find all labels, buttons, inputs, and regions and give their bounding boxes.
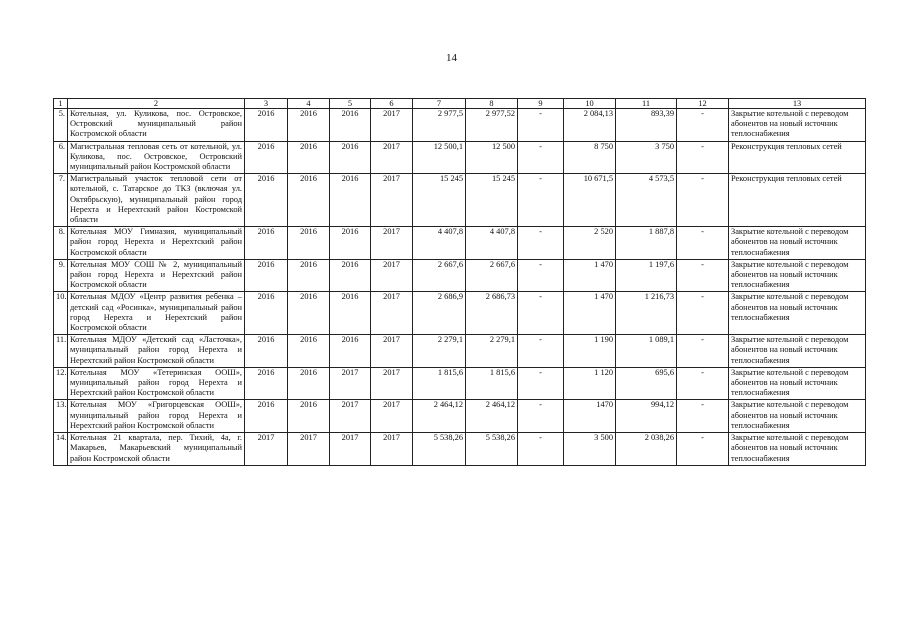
value-cell-9: - <box>518 367 564 400</box>
value-cell-10: 8 750 <box>564 141 616 174</box>
table-row <box>54 367 866 400</box>
object-name-cell: Котельная МОУ «Тетеринская ООШ», муниципальный район город Нерехта и Нерехтский район Костромской области <box>68 367 245 400</box>
column-header-3: 3 <box>245 99 288 109</box>
value-cell-9: - <box>518 292 564 335</box>
value-cell-10: 3 500 <box>564 433 616 466</box>
value-cell-11: 695,6 <box>616 367 677 400</box>
object-name-cell: Магистральный участок тепловой сети от котельной, с. Татарское до ТКЗ (включая ул. Октябрьскую), муниципальный район город Нерехта и Нерехтский район Костромской области <box>68 174 245 227</box>
value-cell-10: 10 671,5 <box>564 174 616 227</box>
year-cell-6: 2017 <box>371 433 413 466</box>
value-cell-7: 15 245 <box>413 174 466 227</box>
object-name-cell: Котельная МДОУ «Детский сад «Ласточка», муниципальный район город Нерехта и Нерехтский район Костромской области <box>68 335 245 368</box>
year-cell-5: 2016 <box>330 109 371 142</box>
value-cell-10: 1 470 <box>564 292 616 335</box>
value-cell-8: 5 538,26 <box>466 433 518 466</box>
value-cell-7: 12 500,1 <box>413 141 466 174</box>
value-cell-10: 1470 <box>564 400 616 433</box>
column-header-7: 7 <box>413 99 466 109</box>
value-cell-7: 4 407,8 <box>413 227 466 260</box>
value-cell-12: - <box>677 367 729 400</box>
value-cell-8: 15 245 <box>466 174 518 227</box>
value-cell-12: - <box>677 227 729 260</box>
value-cell-12: - <box>677 292 729 335</box>
value-cell-11: 2 038,26 <box>616 433 677 466</box>
row-number-cell: 6. <box>54 141 68 174</box>
value-cell-8: 1 815,6 <box>466 367 518 400</box>
value-cell-10: 1 470 <box>564 259 616 292</box>
note-cell: Закрытие котельной с переводом абонентов на новый источник теплоснабжения <box>729 292 866 335</box>
year-cell-5: 2016 <box>330 259 371 292</box>
note-cell: Реконструкция тепловых сетей <box>729 174 866 227</box>
value-cell-11: 994,12 <box>616 400 677 433</box>
year-cell-3: 2016 <box>245 367 288 400</box>
column-header-2: 2 <box>68 99 245 109</box>
year-cell-5: 2016 <box>330 292 371 335</box>
year-cell-6: 2017 <box>371 141 413 174</box>
value-cell-9: - <box>518 335 564 368</box>
value-cell-10: 1 120 <box>564 367 616 400</box>
value-cell-8: 4 407,8 <box>466 227 518 260</box>
value-cell-7: 2 667,6 <box>413 259 466 292</box>
column-header-13: 13 <box>729 99 866 109</box>
column-header-8: 8 <box>466 99 518 109</box>
value-cell-10: 1 190 <box>564 335 616 368</box>
year-cell-3: 2016 <box>245 292 288 335</box>
year-cell-4: 2017 <box>288 433 330 466</box>
object-name-cell: Котельная МОУ Гимназия, муниципальный район город Нерехта и Нерехтский район Костромской области <box>68 227 245 260</box>
object-name-cell: Котельная МОУ «Григорцевская ООШ», муниципальный район город Нерехта и Нерехтский район Костромской области <box>68 400 245 433</box>
object-name-cell: Котельная МОУ СОШ № 2, муниципальный район город Нерехта и Нерехтский район Костромской области <box>68 259 245 292</box>
value-cell-12: - <box>677 141 729 174</box>
year-cell-5: 2017 <box>330 367 371 400</box>
value-cell-9: - <box>518 227 564 260</box>
year-cell-4: 2016 <box>288 259 330 292</box>
table-body <box>54 109 866 466</box>
note-cell: Закрытие котельной с переводом абонентов на новый источник теплоснабжения <box>729 227 866 260</box>
value-cell-8: 2 279,1 <box>466 335 518 368</box>
value-cell-9: - <box>518 174 564 227</box>
value-cell-9: - <box>518 141 564 174</box>
value-cell-11: 3 750 <box>616 141 677 174</box>
column-header-1: 1 <box>54 99 68 109</box>
column-header-12: 12 <box>677 99 729 109</box>
value-cell-11: 1 216,73 <box>616 292 677 335</box>
year-cell-6: 2017 <box>371 259 413 292</box>
row-number-cell: 12. <box>54 367 68 400</box>
value-cell-7: 2 464,12 <box>413 400 466 433</box>
year-cell-6: 2017 <box>371 367 413 400</box>
year-cell-4: 2016 <box>288 227 330 260</box>
value-cell-8: 2 977,52 <box>466 109 518 142</box>
note-cell: Закрытие котельной с переводом абонентов на новый источник теплоснабжения <box>729 367 866 400</box>
year-cell-5: 2016 <box>330 174 371 227</box>
value-cell-11: 4 573,5 <box>616 174 677 227</box>
year-cell-4: 2016 <box>288 335 330 368</box>
column-header-5: 5 <box>330 99 371 109</box>
value-cell-12: - <box>677 259 729 292</box>
value-cell-8: 2 464,12 <box>466 400 518 433</box>
value-cell-7: 2 977,5 <box>413 109 466 142</box>
value-cell-7: 2 279,1 <box>413 335 466 368</box>
year-cell-3: 2017 <box>245 433 288 466</box>
note-cell: Закрытие котельной с переводом абонентов на новый источник теплоснабжения <box>729 259 866 292</box>
year-cell-6: 2017 <box>371 174 413 227</box>
column-header-10: 10 <box>564 99 616 109</box>
year-cell-3: 2016 <box>245 174 288 227</box>
value-cell-12: - <box>677 335 729 368</box>
note-cell: Закрытие котельной с переводом абонентов на новый источник теплоснабжения <box>729 400 866 433</box>
row-number-cell: 14. <box>54 433 68 466</box>
year-cell-4: 2016 <box>288 292 330 335</box>
object-name-cell: Котельная, ул. Куликова, пос. Островское, Островский муниципальный район Костромской области <box>68 109 245 142</box>
value-cell-10: 2 084,13 <box>564 109 616 142</box>
value-cell-12: - <box>677 174 729 227</box>
year-cell-4: 2016 <box>288 174 330 227</box>
table-row <box>54 335 866 368</box>
row-number-cell: 13. <box>54 400 68 433</box>
year-cell-6: 2017 <box>371 400 413 433</box>
object-name-cell: Котельная 21 квартала, пер. Тихий, 4а, г. Макарьев, Макарьевский муниципальный район Костромской области <box>68 433 245 466</box>
year-cell-4: 2016 <box>288 367 330 400</box>
row-number-cell: 7. <box>54 174 68 227</box>
value-cell-8: 2 667,6 <box>466 259 518 292</box>
year-cell-3: 2016 <box>245 109 288 142</box>
column-header-6: 6 <box>371 99 413 109</box>
note-cell: Закрытие котельной с переводом абонентов на новый источник теплоснабжения <box>729 109 866 142</box>
column-header-9: 9 <box>518 99 564 109</box>
value-cell-11: 1 089,1 <box>616 335 677 368</box>
table-row <box>54 227 866 260</box>
note-cell: Реконструкция тепловых сетей <box>729 141 866 174</box>
table-row <box>54 109 866 142</box>
value-cell-12: - <box>677 109 729 142</box>
row-number-cell: 10. <box>54 292 68 335</box>
value-cell-8: 2 686,73 <box>466 292 518 335</box>
year-cell-5: 2017 <box>330 400 371 433</box>
year-cell-5: 2016 <box>330 227 371 260</box>
year-cell-3: 2016 <box>245 227 288 260</box>
table-row <box>54 292 866 335</box>
year-cell-5: 2016 <box>330 141 371 174</box>
value-cell-7: 1 815,6 <box>413 367 466 400</box>
year-cell-4: 2016 <box>288 109 330 142</box>
value-cell-12: - <box>677 433 729 466</box>
row-number-cell: 5. <box>54 109 68 142</box>
year-cell-5: 2017 <box>330 433 371 466</box>
note-cell: Закрытие котельной с переводом абонентов на новый источник теплоснабжения <box>729 433 866 466</box>
year-cell-3: 2016 <box>245 335 288 368</box>
page-number: 14 <box>446 52 457 64</box>
year-cell-4: 2016 <box>288 400 330 433</box>
note-cell: Закрытие котельной с переводом абонентов на новый источник теплоснабжения <box>729 335 866 368</box>
value-cell-11: 893,39 <box>616 109 677 142</box>
value-cell-8: 12 500 <box>466 141 518 174</box>
value-cell-9: - <box>518 259 564 292</box>
object-name-cell: Котельная МДОУ «Центр развития ребенка – детский сад «Росинка», муниципальный район город Нерехта и Нерехтский район Костромской области <box>68 292 245 335</box>
object-name-cell: Магистральная тепловая сеть от котельной, ул. Куликова, пос. Островское, Островский муниципальный район Костромской области <box>68 141 245 174</box>
value-cell-7: 5 538,26 <box>413 433 466 466</box>
value-cell-12: - <box>677 400 729 433</box>
value-cell-11: 1 887,8 <box>616 227 677 260</box>
row-number-cell: 11. <box>54 335 68 368</box>
year-cell-6: 2017 <box>371 109 413 142</box>
value-cell-9: - <box>518 400 564 433</box>
column-header-11: 11 <box>616 99 677 109</box>
year-cell-6: 2017 <box>371 292 413 335</box>
column-header-4: 4 <box>288 99 330 109</box>
year-cell-3: 2016 <box>245 141 288 174</box>
value-cell-10: 2 520 <box>564 227 616 260</box>
value-cell-7: 2 686,9 <box>413 292 466 335</box>
investment-program-table <box>53 98 866 466</box>
value-cell-11: 1 197,6 <box>616 259 677 292</box>
table-row <box>54 141 866 174</box>
row-number-cell: 9. <box>54 259 68 292</box>
table-row <box>54 174 866 227</box>
table-row <box>54 433 866 466</box>
year-cell-3: 2016 <box>245 259 288 292</box>
value-cell-9: - <box>518 433 564 466</box>
year-cell-3: 2016 <box>245 400 288 433</box>
table-row <box>54 400 866 433</box>
year-cell-6: 2017 <box>371 227 413 260</box>
year-cell-6: 2017 <box>371 335 413 368</box>
value-cell-9: - <box>518 109 564 142</box>
row-number-cell: 8. <box>54 227 68 260</box>
column-number-header-row <box>54 99 866 109</box>
year-cell-5: 2016 <box>330 335 371 368</box>
table-row <box>54 259 866 292</box>
year-cell-4: 2016 <box>288 141 330 174</box>
